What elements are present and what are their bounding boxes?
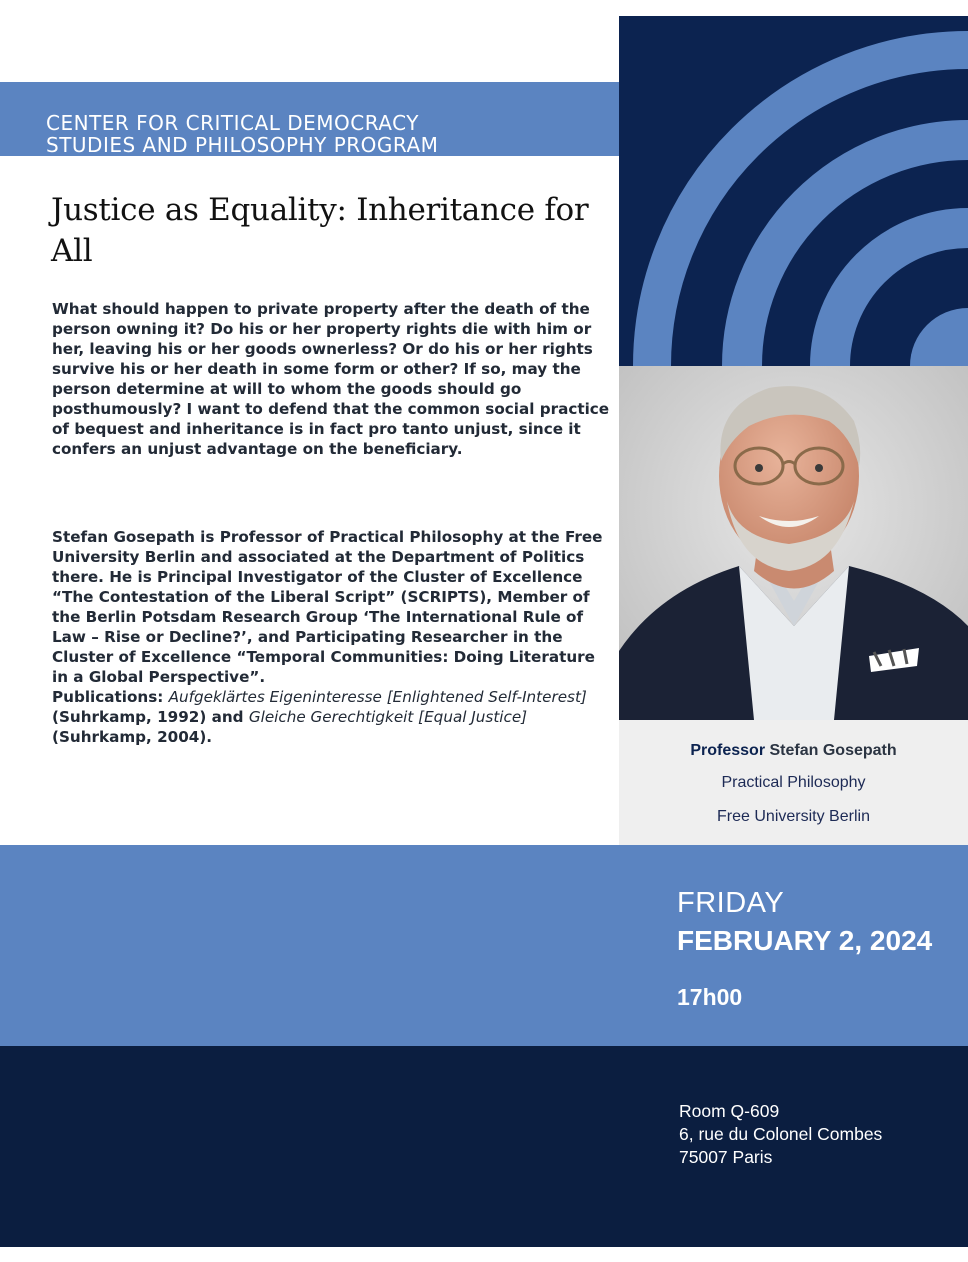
speaker-bio [52,527,612,747]
event-venue [679,1100,882,1169]
concentric-rings-graphic [619,16,968,366]
speaker-caption [619,720,968,845]
organizer-line-2: STUDIES AND PHILOSOPHY PROGRAM [46,133,439,157]
venue-city: 75007 Paris [679,1147,773,1167]
speaker-university: Free University Berlin [717,808,870,825]
publications-label: Publications: [52,688,164,706]
speaker-department: Practical Philosophy [721,774,866,791]
rings-svg [619,16,968,366]
event-time: 17h00 [677,984,743,1010]
speaker-portrait-svg [619,366,968,720]
speaker-title: Professor [690,742,766,759]
organizer-line-1: CENTER FOR CRITICAL DEMOCRACY [46,111,419,135]
event-day: FRIDAY [677,887,785,919]
publications [52,687,612,747]
publication-2-info: (Suhrkamp, 2004). [52,728,213,746]
event-date: FEBRUARY 2, 2024 [677,925,933,956]
speaker-name: Stefan Gosepath [769,742,897,759]
talk-abstract: What should happen to private property after the death of the person owning it? Do his or her property rights die with him or her, leaving his or her goods ownerless? Or do his or her rights survive his or her death in some form or other? If so, may the person determine at will to whom the goods should go posthumously? I want to defend that the common social practice of bequest and inheritance is in fact pro tanto unjust, since it confers an unjust advantage on the beneficiary. [52,300,610,458]
bio-text: Stefan Gosepath is Professor of Practical Philosophy at the Free University Berlin and associated at the Department of Politics there. He is Principal Investigator of the Cluster of Excellence “The Contestation of the Liberal Script” (SCRIPTS), Member of the Berlin Potsdam Research Group ‘The International Rule of Law – Rise or Decline?’, and Participating Researcher in the Cluster of Excellence “Temporal Communities: Doing Literature in a Global Perspective”. [52,528,603,686]
venue-room: Room Q-609 [679,1101,780,1121]
speaker-photo [619,366,968,720]
publication-1-info: (Suhrkamp, 1992) and [52,708,244,726]
organizer-heading [46,112,606,156]
speaker-name-line [619,742,968,760]
publication-2-title: Gleiche Gerechtigkeit [Equal Justice] [248,708,528,726]
venue-street: 6, rue du Colonel Combes [679,1124,883,1144]
publication-1-title: Aufgeklärtes Eigeninteresse [Enlightened Self-Interest] [168,688,587,706]
talk-title: Justice as Equality: Inheritance for All [51,192,589,269]
